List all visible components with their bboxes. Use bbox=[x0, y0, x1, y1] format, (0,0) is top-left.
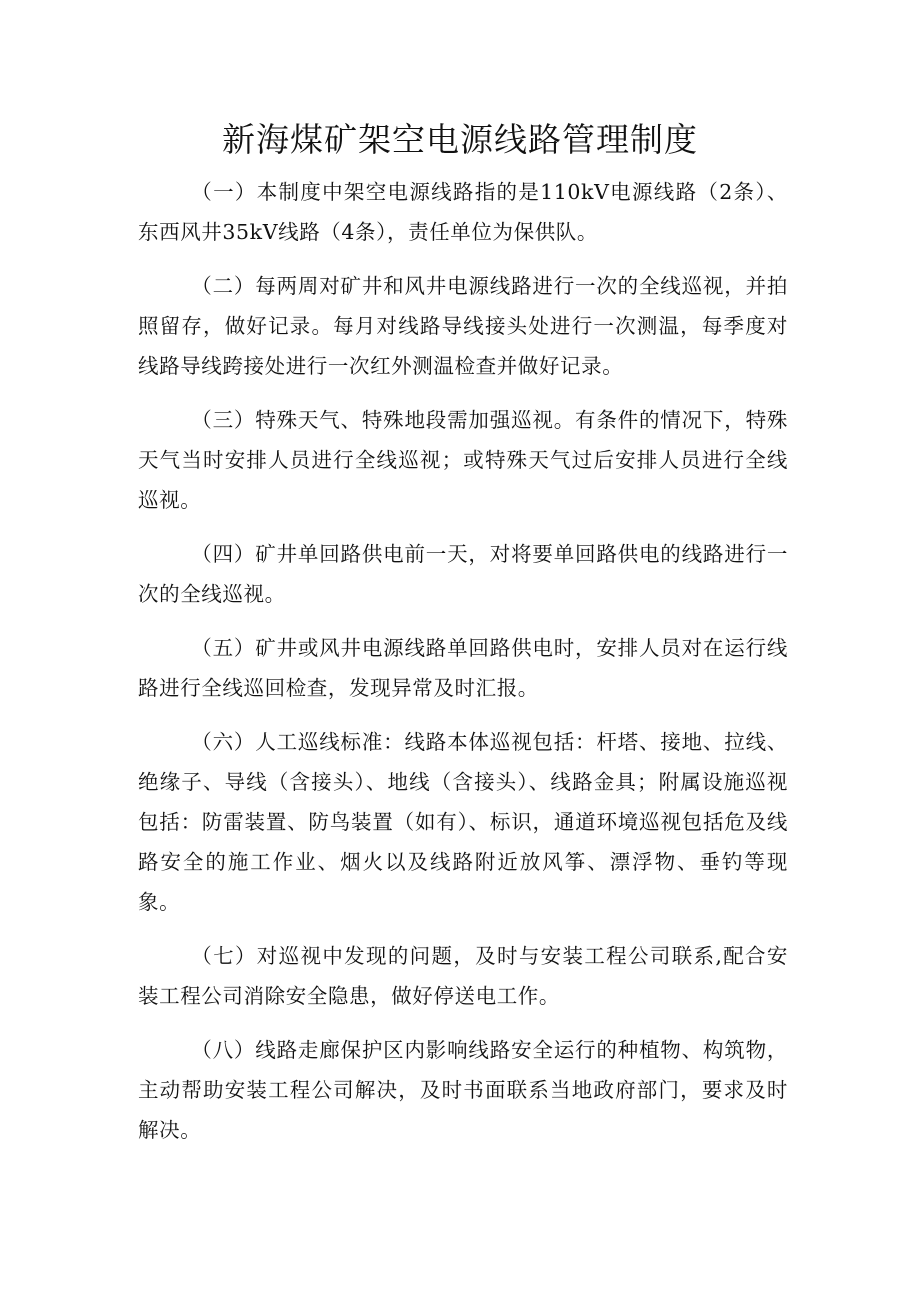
paragraph-3: （三）特殊天气、特殊地段需加强巡视。有条件的情况下，特殊天气当时安排人员进行全线巡视；或特殊天气过后安排人员进行全线巡视。 bbox=[138, 408, 788, 512]
paragraph-6: （六）人工巡线标准：线路本体巡视包括：杆塔、接地、拉线、绝缘子、导线（含接头）、地线（含接头）、线路金具；附属设施巡视包括：防雷装置、防鸟装置（如有）、标识，通道环境巡视包括危及线路安全的施工作业、烟火以及线路附近放风筝、漂浮物、垂钓等现象。 bbox=[138, 730, 788, 914]
paragraph-7: （七）对巡视中发现的问题，及时与安装工程公司联系,配合安装工程公司消除安全隐患，做好停送电工作。 bbox=[138, 944, 788, 1008]
paragraph-4: （四）矿井单回路供电前一天，对将要单回路供电的线路进行一次的全线巡视。 bbox=[138, 542, 788, 606]
paragraph-1: （一）本制度中架空电源线路指的是110kV电源线路（2条）、东西风井35kV线路（4条），责任单位为保供队。 bbox=[138, 180, 788, 244]
paragraph-5: （五）矿井或风井电源线路单回路供电时，安排人员对在运行线路进行全线巡回检查，发现异常及时汇报。 bbox=[138, 636, 788, 700]
document-title: 新海煤矿架空电源线路管理制度 bbox=[222, 120, 698, 159]
paragraph-8: （八）线路走廊保护区内影响线路安全运行的种植物、构筑物，主动帮助安装工程公司解决，及时书面联系当地政府部门，要求及时解决。 bbox=[138, 1038, 788, 1142]
paragraph-2: （二）每两周对矿井和风井电源线路进行一次的全线巡视，并拍照留存，做好记录。每月对线路导线接头处进行一次测温，每季度对线路导线跨接处进行一次红外测温检查并做好记录。 bbox=[138, 274, 788, 378]
document-body bbox=[138, 172, 788, 1164]
